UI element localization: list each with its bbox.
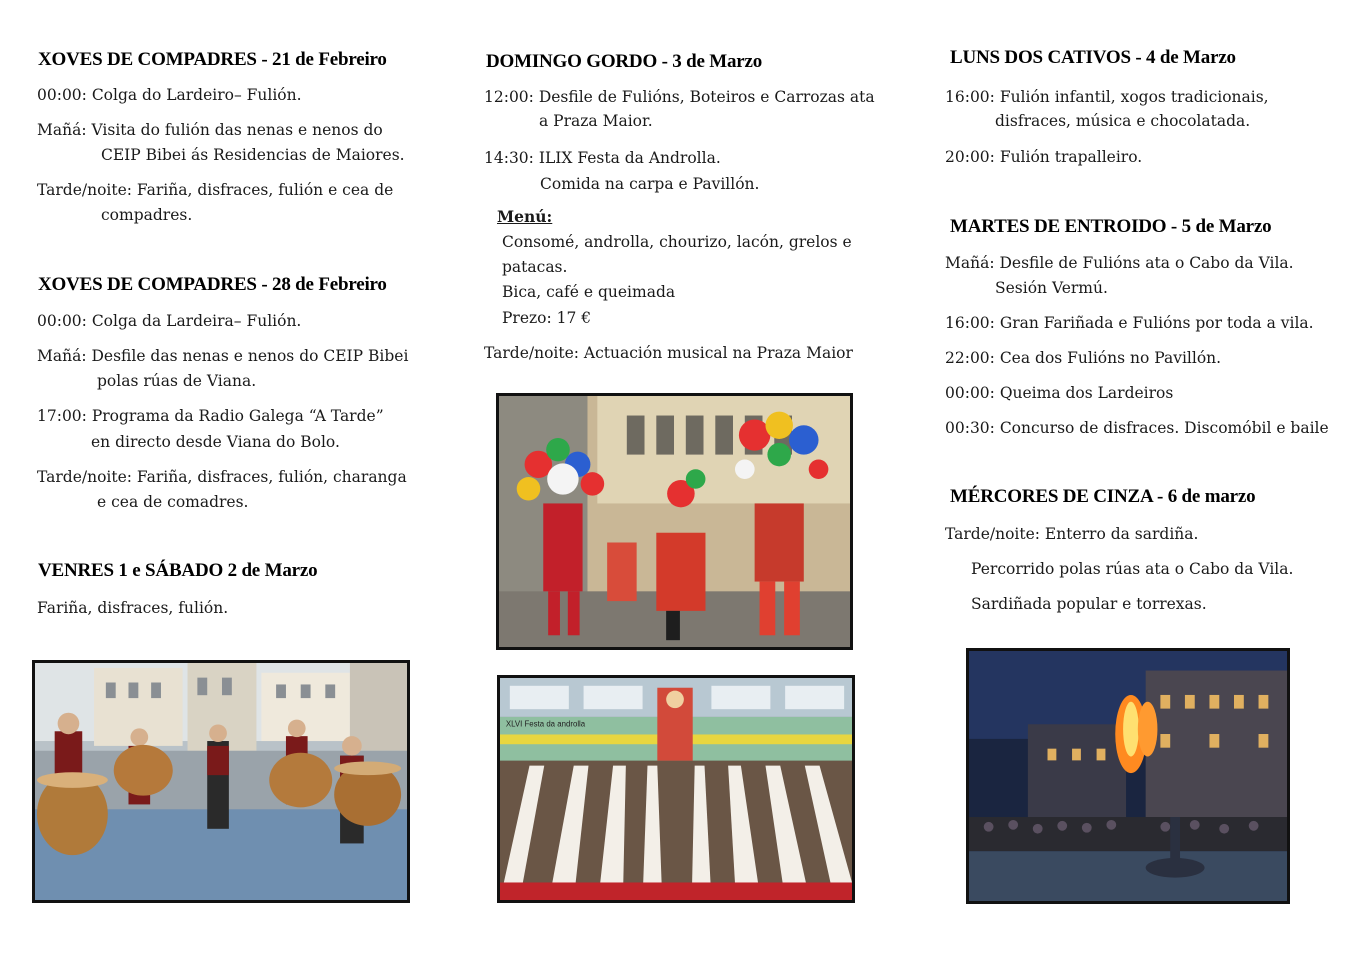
schedule-line: e cea de comadres.: [97, 493, 249, 511]
schedule-line: Tarde/noite: Enterro da sardiña.: [945, 525, 1199, 543]
section-heading: XOVES DE COMPADRES - 21 de Febreiro: [38, 49, 387, 70]
menu-heading: Menú:: [497, 207, 553, 226]
schedule-line: 14:30: ILIX Festa da Androlla.: [484, 149, 721, 167]
schedule-line: Mañá: Desfile de Fulións ata o Cabo da Vila.: [945, 254, 1294, 272]
menu-line: Bica, café e queimada: [502, 283, 676, 301]
schedule-line: 12:00: Desfile de Fulións, Boteiros e Carrozas ata: [484, 88, 875, 106]
schedule-line: 16:00: Gran Fariñada e Fulións por toda a vila.: [945, 314, 1314, 332]
schedule-line: a Praza Maior.: [539, 112, 653, 130]
schedule-line: 00:00: Queima dos Lardeiros: [945, 384, 1174, 402]
schedule-line: Mañá: Visita do fulión das nenas e nenos do: [37, 121, 383, 139]
schedule-line: CEIP Bibei ás Residencias de Maiores.: [101, 146, 405, 164]
androlla-banquet-photo: [497, 675, 855, 903]
section-heading: MARTES DE ENTROIDO - 5 de Marzo: [950, 216, 1272, 237]
schedule-line: en directo desde Viana do Bolo.: [91, 433, 340, 451]
banner-text: XLVI Festa da androlla: [505, 719, 586, 729]
schedule-line: Sardiñada popular e torrexas.: [971, 595, 1207, 613]
schedule-line: 16:00: Fulión infantil, xogos tradicionais,: [945, 88, 1269, 106]
schedule-line: Mañá: Desfile das nenas e nenos do CEIP Bibei: [37, 347, 409, 365]
menu-line: patacas.: [502, 258, 568, 276]
schedule-line: 00:00: Colga da Lardeira– Fulión.: [37, 312, 302, 330]
schedule-line: Sesión Vermú.: [995, 279, 1108, 297]
schedule-line: disfraces, música e chocolatada.: [995, 112, 1251, 130]
schedule-line: Percorrido polas rúas ata o Cabo da Vila.: [971, 560, 1294, 578]
schedule-line: compadres.: [101, 206, 193, 224]
schedule-line: 00:00: Colga do Lardeiro– Fulión.: [37, 86, 302, 104]
section-heading: MÉRCORES DE CINZA - 6 de marzo: [950, 486, 1256, 507]
schedule-line: polas rúas de Viana.: [97, 372, 257, 390]
section-heading: LUNS DOS CATIVOS - 4 de Marzo: [950, 47, 1236, 68]
section-heading: DOMINGO GORDO - 3 de Marzo: [486, 51, 763, 72]
schedule-line: 20:00: Fulión trapalleiro.: [945, 148, 1143, 166]
menu-line: Consomé, androlla, chourizo, lacón, grelos e: [502, 233, 852, 251]
price-line: Prezo: 17 €: [502, 309, 592, 327]
schedule-line: Comida na carpa e Pavillón.: [540, 175, 760, 193]
schedule-line: 17:00: Programa da Radio Galega “A Tarde”: [37, 407, 384, 425]
schedule-line: Fariña, disfraces, fulión.: [37, 599, 229, 617]
schedule-line: Tarde/noite: Fariña, disfraces, fulión e cea de: [37, 181, 394, 199]
section-heading: VENRES 1 e SÁBADO 2 de Marzo: [38, 560, 318, 581]
night-fire-photo: [966, 648, 1290, 904]
drummers-photo: [32, 660, 410, 903]
fulions-parade-photo: [496, 393, 853, 650]
section-heading: XOVES DE COMPADRES - 28 de Febreiro: [38, 274, 387, 295]
schedule-line: Tarde/noite: Actuación musical na Praza Maior: [484, 344, 853, 362]
schedule-line: 22:00: Cea dos Fulións no Pavillón.: [945, 349, 1222, 367]
schedule-line: Tarde/noite: Fariña, disfraces, fulión, charanga: [37, 468, 407, 486]
schedule-line: 00:30: Concurso de disfraces. Discomóbil e baile: [945, 419, 1329, 437]
